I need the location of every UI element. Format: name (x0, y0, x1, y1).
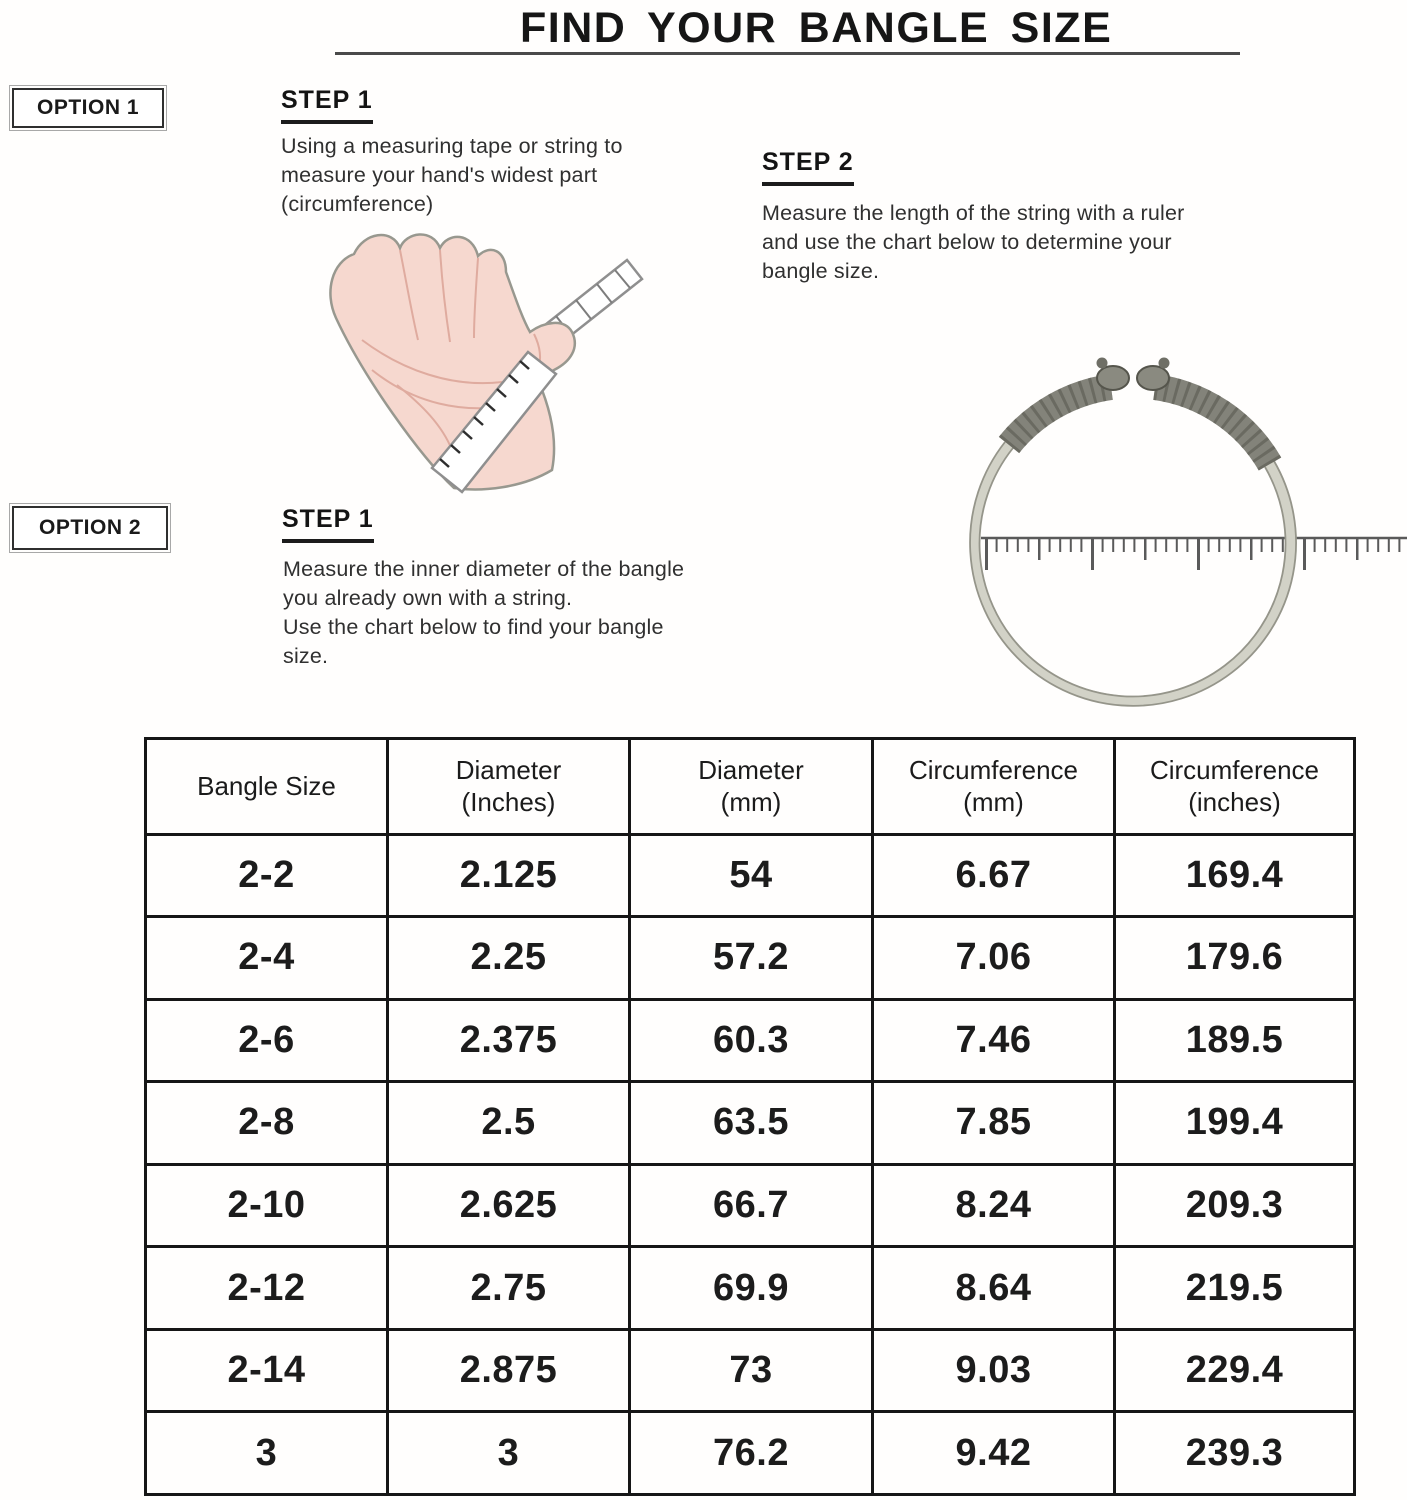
cell-circumference-mm: 9.03 (873, 1329, 1115, 1412)
bangle-ornate-ends (1009, 358, 1270, 465)
cell-diameter-inches: 2.875 (388, 1329, 630, 1412)
table-row (146, 917, 1355, 1000)
table-row (146, 1247, 1355, 1330)
cell-diameter-inches: 2.75 (388, 1247, 630, 1330)
text-line: Using a measuring tape or string to (281, 134, 623, 158)
cell-bangle-size: 3 (146, 1412, 388, 1495)
cell-circumference-inches: 179.6 (1115, 917, 1355, 1000)
cell-bangle-size: 2-6 (146, 999, 388, 1082)
table-row (146, 1329, 1355, 1412)
cell-circumference-inches: 229.4 (1115, 1329, 1355, 1412)
option-1-label: OPTION 1 (36, 96, 140, 119)
table-row (146, 999, 1355, 1082)
col-header-circumference-mm (873, 739, 1115, 835)
cell-circumference-inches: 169.4 (1115, 834, 1355, 917)
option1-step2-heading: STEP 2 (762, 148, 854, 186)
cell-diameter-mm: 66.7 (630, 1164, 873, 1247)
table-row (146, 834, 1355, 917)
cell-circumference-mm: 6.67 (873, 834, 1115, 917)
cell-circumference-inches: 189.5 (1115, 999, 1355, 1082)
table-row (146, 1412, 1355, 1495)
option1-step1-text (281, 132, 623, 219)
header-line: (mm) (963, 787, 1024, 818)
page-title: FIND YOUR BANGLE SIZE (520, 4, 1113, 52)
text-line: Measure the inner diameter of the bangle (283, 557, 685, 581)
option-1-badge (12, 88, 164, 128)
cell-diameter-inches: 3 (388, 1412, 630, 1495)
cell-circumference-mm: 7.46 (873, 999, 1115, 1082)
cell-circumference-mm: 7.06 (873, 917, 1115, 1000)
header-line: (inches) (1188, 787, 1281, 818)
cell-diameter-inches: 2.375 (388, 999, 630, 1082)
header-line: Circumference (1149, 755, 1320, 786)
option-2-label: OPTION 2 (38, 516, 142, 539)
cell-circumference-mm: 9.42 (873, 1412, 1115, 1495)
text-line: and use the chart below to determine your (762, 230, 1172, 254)
cell-bangle-size: 2-14 (146, 1329, 388, 1412)
cell-bangle-size: 2-4 (146, 917, 388, 1000)
cell-circumference-mm: 7.85 (873, 1082, 1115, 1165)
cell-diameter-mm: 57.2 (630, 917, 873, 1000)
cell-bangle-size: 2-12 (146, 1247, 388, 1330)
option2-step1-heading: STEP 1 (282, 505, 374, 543)
cell-diameter-inches: 2.125 (388, 834, 630, 917)
option1-step2-text (762, 199, 1185, 286)
header-line: Diameter (455, 755, 562, 786)
cell-diameter-mm: 60.3 (630, 999, 873, 1082)
cell-circumference-inches: 209.3 (1115, 1164, 1355, 1247)
option-2-badge (12, 506, 168, 550)
cell-circumference-inches: 199.4 (1115, 1082, 1355, 1165)
cell-diameter-inches: 2.625 (388, 1164, 630, 1247)
cell-bangle-size: 2-10 (146, 1164, 388, 1247)
table-row (146, 1082, 1355, 1165)
cell-circumference-mm: 8.64 (873, 1247, 1115, 1330)
cell-circumference-inches: 219.5 (1115, 1247, 1355, 1330)
cell-diameter-mm: 54 (630, 834, 873, 917)
title-underline (335, 52, 1240, 55)
ruler (981, 538, 1407, 555)
text-line: (circumference) (281, 192, 434, 216)
cell-diameter-inches: 2.5 (388, 1082, 630, 1165)
col-header-diameter-inches (388, 739, 630, 835)
cell-diameter-inches: 2.25 (388, 917, 630, 1000)
header-line: Circumference (908, 755, 1079, 786)
cell-diameter-mm: 76.2 (630, 1412, 873, 1495)
option1-step1-heading: STEP 1 (281, 86, 373, 124)
header-line: Bangle Size (197, 771, 336, 802)
text-line: you already own with a string. (283, 586, 573, 610)
col-header-circumference-inches (1115, 739, 1355, 835)
bangle-ruler-illustration (935, 336, 1407, 708)
table-header-row (146, 739, 1355, 835)
header-line: Diameter (698, 755, 804, 786)
col-header-diameter-mm (630, 739, 873, 835)
cell-bangle-size: 2-2 (146, 834, 388, 917)
option2-step1-text (283, 555, 684, 671)
cell-diameter-mm: 63.5 (630, 1082, 873, 1165)
table-row (146, 1164, 1355, 1247)
cell-circumference-mm: 8.24 (873, 1164, 1115, 1247)
cell-diameter-mm: 69.9 (630, 1247, 873, 1330)
hand-measuring-tape-illustration (302, 220, 652, 502)
size-chart-table (144, 737, 1356, 1496)
text-line: Use the chart below to find your bangle (283, 615, 664, 639)
text-line: Measure the length of the string with a ruler (762, 201, 1185, 225)
header-line: (mm) (720, 787, 782, 818)
cell-circumference-inches: 239.3 (1115, 1412, 1355, 1495)
text-line: size. (283, 644, 329, 668)
bangle-ring (970, 442, 1296, 706)
header-line: (Inches) (461, 787, 556, 818)
text-line: measure your hand's widest part (281, 163, 598, 187)
text-line: bangle size. (762, 259, 880, 283)
cell-diameter-mm: 73 (630, 1329, 873, 1412)
col-header-bangle-size (146, 739, 388, 835)
cell-bangle-size: 2-8 (146, 1082, 388, 1165)
